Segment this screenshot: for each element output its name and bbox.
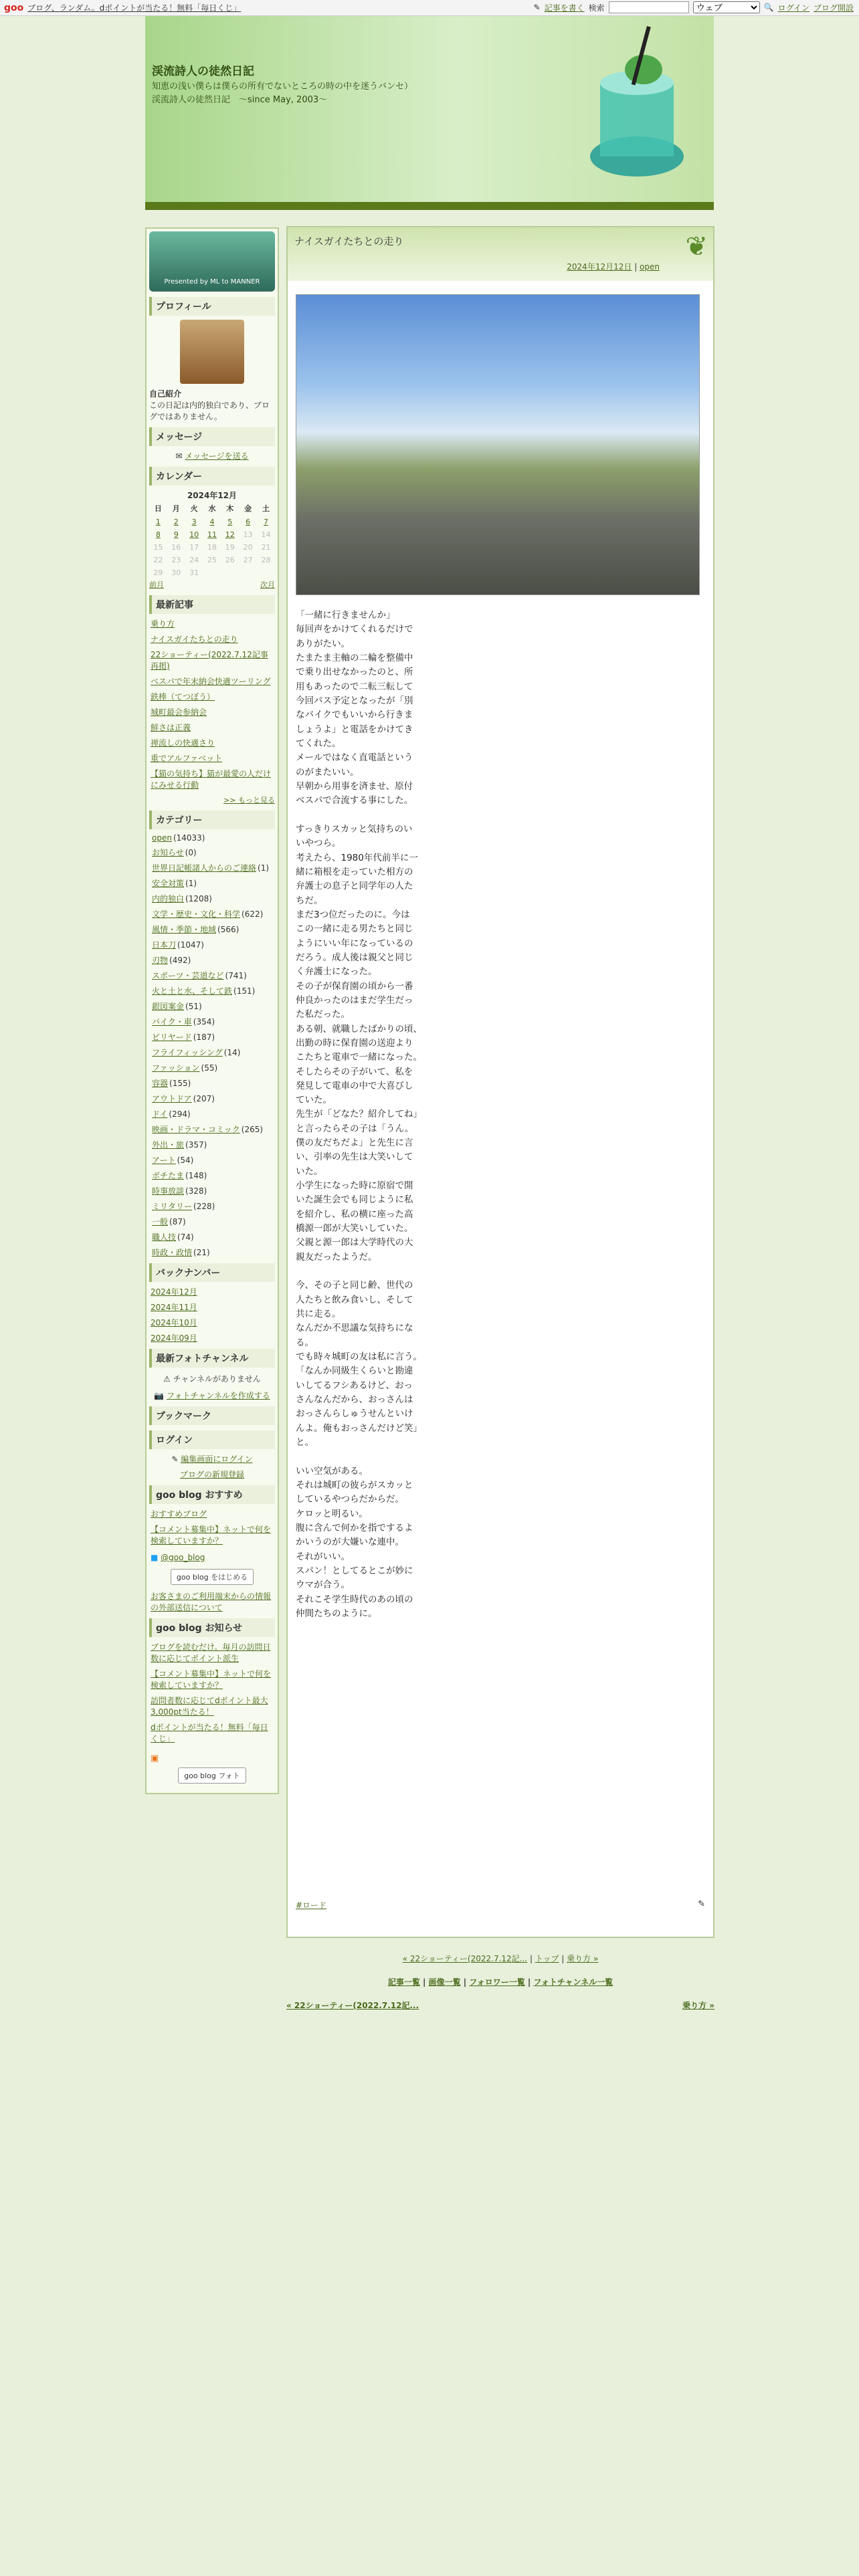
category-link[interactable]: open [152,833,172,843]
cal-day[interactable]: 12 [225,530,235,539]
camera-icon: 📷 [154,1391,165,1400]
cal-day: 26 [225,556,235,564]
notice-link[interactable]: ブログを読むだけ。毎月の訪問日数に応じてポイント派生 [151,1642,271,1663]
recent-post-link[interactable]: ベスパで年末納会快適ツーリング [151,677,271,686]
weekday-label: 木 [226,504,234,513]
rss-icon[interactable]: ▣ [151,1753,159,1763]
category-count: (1) [258,863,270,873]
search-label: 検索 [588,3,605,13]
category-link[interactable]: 世界日記帳諸人からのご連絡 [152,863,257,873]
photo-channel-heading: 最新フォトチャンネル [149,1349,275,1368]
recent-post-link[interactable]: 鮮さは正義 [151,723,191,732]
goo-recommend-heading: goo blog おすすめ [149,1485,275,1504]
category-link[interactable]: ボチたま [152,1171,185,1180]
cal-day[interactable]: 1 [155,518,161,526]
cal-day[interactable]: 7 [264,518,269,526]
weekday-label: 月 [172,504,180,513]
sidebar-banner[interactable]: Presented by ML to MANNER [149,231,275,292]
post-author-link[interactable]: open [640,262,660,272]
backnumber-link[interactable]: 2024年10月 [151,1318,197,1327]
post-photo[interactable] [296,294,700,595]
leaf-decoration-icon: ❦ [685,231,708,262]
category-count: (228) [193,1202,215,1211]
recent-more-link[interactable]: >> もっと見る [223,796,275,804]
category-count: (354) [193,1017,215,1027]
notice-link[interactable]: 【コメント募集中】ネットで何を検索していますか？ [151,1669,272,1690]
recent-post-link[interactable]: ナイスガイたちとの走り [151,635,238,644]
cal-day: 28 [261,556,271,564]
search-input[interactable] [609,1,689,13]
recent-post-link[interactable]: 鉄棒（てつぼう） [151,692,215,702]
older-post-link[interactable]: « 22ショーティー(2022.7.12記... [286,2001,419,2010]
category-count: (14) [223,1048,241,1057]
photo-create-link[interactable]: フォトチャンネルを作成する [167,1391,270,1400]
cream-soda-image [580,23,694,183]
category-link[interactable]: 安全対策 [152,879,185,888]
twitter-icon: ■ [151,1553,159,1562]
category-link[interactable]: 容器 [152,1079,169,1088]
weekday-label: 土 [262,504,270,513]
category-count: (741) [225,971,247,980]
notice-link[interactable]: dポイントが当たる！無料「毎日くじ」 [151,1723,268,1743]
topbar-promo-link[interactable]: ブログ、ランダム。dポイントが当たる！無料「毎日くじ」 [27,3,242,13]
backnumber-link[interactable]: 2024年12月 [151,1287,197,1297]
calendar-month: 2024年12月 [187,491,237,500]
cal-day: 29 [153,568,163,577]
category-count: (54) [177,1156,194,1165]
backnumber-link[interactable]: 2024年11月 [151,1303,197,1312]
cal-day[interactable]: 5 [227,518,233,526]
recent-list [149,618,275,790]
profile-heading: プロフィール [149,297,275,316]
recent-post-link[interactable]: 禅流しの快適さり [151,738,215,748]
calendar-heading: カレンダー [149,467,275,486]
send-message-link[interactable]: メッセージを送る [185,451,249,461]
category-count: (51) [185,1002,202,1011]
post-body: 「一緒に行きませんか」 毎回声をかけてくれるだけで ありがたい。 たまたま主軸の二輪を整備中 で乗り出せなかったのと、所 用もあったので二転三転して 今回パス予定となったが「別 なバイクでもいいから行きま しょうよ」と電話をかけてき てくれた。 メールではなく直電話という のがまたいい。 早朝から用事を済ませ、原付 ベスパで合流する事にした。 すっきりスカッと気持ちのい いやつら。 考えたら、1980年代前半に一 緒に箱根を走っていた相方の 弁護士の息子と同学年の人た ちだ。 まだ3つ位だったのに。今は この一緒に走る男たちと同じ ようにいい年になっているの だろう。成人後は親父と同じ く弁護士になった。 その子が保育園の頃から一番 仲良かったのはまだ学生だっ た私だった。 ある朝、就職したばかりの頃、 出勤の時に保育園の送迎より こたちと電車で一緒になった。 そしたらその子がいて、私を 発見して電車の中で大喜びし ていた。 先生が「どなた？紹介してね」 と言ったらその子は「うん。 僕の友だちだよ」と先生に言 い、引率の先生は大笑いして いた。 小学生になった時に原宿で開 いた誕生会でも同じように私 を紹介し、私の横に座った高 橋源一郎が大笑いしていた。 父親と源一郎は大学時代の大 親友だったようだ。 今、その子と同じ齢、世代の 人たちと飲み食いし、そして 共に走る。 なんだか不思議な気持ちにな る。 でも時々城町の友は私に言う。 「なんか同級生くらいと勘違 いしてるフシあるけど、おっ さんなんだから、おっさんは おっさんらしゅうせんといけ んよ。俺もおっさんだけど笑」 と。 いい空気がある。 それは城町の彼らがスカッと しているやつらだからだ。 ケロッと明るい。 腹に含んで何かを指でするよ かいうのが大嫌いな連中。 それがいい。 スパン！としてるとこが妙に ウマが合う。 それこそ学生時代のあの頃の 仲間たちのように。 [296,610,422,1619]
category-count: (87) [169,1217,186,1226]
category-count: (148) [185,1171,207,1180]
post-footer: « 22ショーティー(2022.7.12記... | トップ | 乗り方 » 記事一覧 | 画像一覧 | フォロワー一覧 | フォトチャンネル一覧 « 22ショーティー(2022.7.12記... 乗り方 » [286,1954,714,2010]
blog-description: 知恵の浅い僕らは僕らの所有でないところの時の中を迷うバンセ）渓流詩人の徒然日記 〜since May, 2003〜 [152,82,413,105]
category-link[interactable]: 時事放談 [152,1186,185,1196]
recent-heading: 最新記事 [149,595,275,614]
cal-day: 16 [171,543,181,552]
category-count: (622) [242,909,264,919]
category-link[interactable]: ドイ [152,1109,168,1119]
category-link[interactable]: 職人技 [152,1232,177,1242]
message-heading: メッセージ [149,427,275,446]
recommend-link[interactable]: おすすめブログ [151,1509,207,1519]
cal-day: 18 [207,543,217,552]
blog-header [145,16,714,210]
weekday-label: 日 [154,504,162,513]
footer-list-link[interactable]: フォトチャンネル一覧 [533,1977,613,1987]
cal-day: 21 [261,543,271,552]
profile-avatar [180,320,244,384]
cal-next-link[interactable]: 次月 [260,580,275,589]
post-title[interactable]: ナイスガイたちとの走り [294,235,404,247]
recent-post-link[interactable]: 【猫の気持ち】猫が最愛の人だけにみせる行動 [151,769,272,790]
prev-post-link[interactable]: « 22ショーティー(2022.7.12記... [402,1954,528,1963]
category-link[interactable]: アート [152,1156,176,1165]
category-count: (265) [241,1125,264,1134]
category-link[interactable]: 外出・旅 [152,1140,185,1150]
category-link[interactable]: ミリタリー [152,1202,193,1211]
cal-day: 25 [207,556,217,564]
category-count: (492) [169,956,191,965]
category-count: (566) [217,925,240,934]
recent-post-link[interactable]: 乗り方 [151,619,175,629]
cal-day: 14 [261,530,271,539]
category-link[interactable]: ファッション [152,1063,200,1073]
category-link[interactable]: 時政・政情 [152,1248,193,1257]
twitter-link[interactable]: @goo_blog [161,1553,205,1562]
footer-list-link[interactable]: フォロワー一覧 [469,1977,525,1987]
bookmark-heading: ブックマーク [149,1406,275,1425]
recent-post-link[interactable]: 22ショーティー(2022.7.12記事再掲) [151,650,268,671]
sidebar [145,227,279,1794]
category-count: (55) [201,1063,218,1073]
cal-day[interactable]: 4 [209,518,215,526]
calendar-table [149,501,275,579]
post-tag-link[interactable]: #ロード [296,1901,327,1910]
cal-day: 13 [243,530,253,539]
category-link[interactable]: フライフィッシング [152,1048,223,1057]
cal-day: 23 [171,556,181,564]
notice-link[interactable]: 訪問者数に応じてdポイント最大3,000pt当たる！ [151,1696,268,1717]
warning-icon: ⚠ [163,1374,171,1384]
backnumber-list [149,1286,275,1344]
cal-day: 19 [225,543,235,552]
category-count: (207) [193,1094,215,1103]
cal-day[interactable]: 8 [155,530,161,539]
cal-day[interactable]: 2 [173,518,179,526]
cal-day[interactable]: 10 [189,530,199,539]
goo-logo[interactable]: goo [4,2,24,13]
category-link[interactable]: ビリヤード [152,1033,192,1042]
category-count: (74) [177,1232,194,1242]
cal-day[interactable]: 9 [173,530,179,539]
backnumber-heading: バックナンバー [149,1263,275,1282]
login-link[interactable]: ログイン [777,3,809,13]
category-link[interactable]: 日本刀 [152,940,177,950]
cal-day: 20 [243,543,253,552]
cal-day: 24 [189,556,199,564]
cal-day: 17 [189,543,199,552]
info-send-link[interactable]: お客さまのご利用端末からの情報の外部送信について [151,1592,272,1612]
notice-list [149,1641,275,1744]
recommend-link[interactable]: 【コメント募集中】ネットで何を検索していますか？ [151,1525,272,1545]
category-link[interactable]: 銀図案金 [152,1002,185,1011]
cal-day[interactable]: 6 [246,518,251,526]
cal-day: 31 [189,568,199,577]
pencil-icon: ✎ [171,1455,179,1464]
weekday-label: 金 [244,504,252,513]
search-scope-select[interactable] [693,1,760,13]
category-link[interactable]: アウトドア [152,1094,192,1103]
self-intro-label: 自己紹介 [149,389,182,399]
category-heading: カテゴリー [149,811,275,829]
write-post-link[interactable]: 記事を書く [544,3,585,13]
category-link[interactable]: 映画・ドラマ・コミック [152,1125,240,1134]
header-band [145,202,714,210]
cal-day: 30 [171,568,181,577]
backnumber-link[interactable]: 2024年09月 [151,1333,197,1343]
login-heading: ログイン [149,1430,275,1449]
goo-photo-button[interactable]: goo blog フォト [178,1767,246,1784]
category-link[interactable]: 文学・歴史・文化・科学 [152,909,241,919]
cal-day[interactable]: 3 [191,518,197,526]
cal-day: 27 [243,556,253,564]
post-date-link[interactable]: 2024年12月12日 [567,262,632,272]
search-icon[interactable]: 🔍 [763,3,774,12]
recent-post-link[interactable]: 城町最会参納会 [151,708,207,717]
self-intro-text: この日記は内的独白であり、ブログではありません。 [149,401,270,421]
category-link[interactable]: スポーツ・芸道など [152,971,224,980]
footer-list-link[interactable]: 画像一覧 [428,1977,461,1987]
category-link[interactable]: バイク・車 [152,1017,192,1027]
weekday-label: 水 [208,504,216,513]
category-count: (21) [193,1248,210,1257]
blog-title[interactable]: 渓流詩人の徒然日記 [152,65,254,78]
newer-post-link[interactable]: 乗り方 » [682,2001,714,2010]
category-count: (187) [193,1033,215,1042]
goo-topbar [0,0,859,16]
weekday-label: 火 [190,504,198,513]
footer-list-link[interactable]: 記事一覧 [387,1977,420,1987]
photo-none-text: ⚠ チャンネルがありません [163,1374,261,1384]
cal-prev-link[interactable]: 前月 [149,580,164,589]
cal-day[interactable]: 11 [207,530,217,539]
category-count: (1208) [185,894,212,903]
blog-open-link[interactable]: ブログ開設 [813,3,854,13]
recent-post-link[interactable]: 重でアルファベット [151,754,223,763]
next-post-link[interactable]: 乗り方 » [567,1954,599,1963]
cal-day: 22 [153,556,163,564]
category-link[interactable]: お知らせ [152,848,184,857]
edit-icon[interactable]: ✎ [698,1899,705,1909]
category-count: (357) [185,1140,207,1150]
category-link[interactable]: 刃物 [152,956,169,965]
post-titlebar: ナイスガイたちとの走り 2024年12月12日 | open ❦ [288,227,713,281]
category-count: (0) [185,848,197,857]
category-link[interactable]: 内的独白 [152,894,185,903]
goo-start-button[interactable]: goo blog をはじめる [171,1569,254,1585]
message-icon: ✉ [175,451,183,461]
category-count: (294) [169,1109,191,1119]
category-count: (1047) [177,940,204,950]
new-blog-link[interactable]: ブログの新規登録 [179,1470,244,1479]
pencil-icon: ✎ [533,3,541,12]
category-list [149,833,275,1258]
category-count: (328) [185,1186,207,1196]
category-link[interactable]: 風情・季節・地域 [152,925,217,934]
top-link[interactable]: トップ [535,1954,559,1963]
category-count: (151) [233,986,256,996]
notice-heading: goo blog お知らせ [149,1618,275,1637]
category-count: (155) [169,1079,191,1088]
cal-day: 15 [153,543,163,552]
category-link[interactable]: 火と土と水、そして鉄 [152,986,233,996]
category-link[interactable]: 一般 [152,1217,169,1226]
post-article [286,226,714,1938]
edit-login-link[interactable]: 編集画面にログイン [181,1455,253,1464]
category-count: (14033) [173,833,205,843]
category-count: (1) [185,879,197,888]
